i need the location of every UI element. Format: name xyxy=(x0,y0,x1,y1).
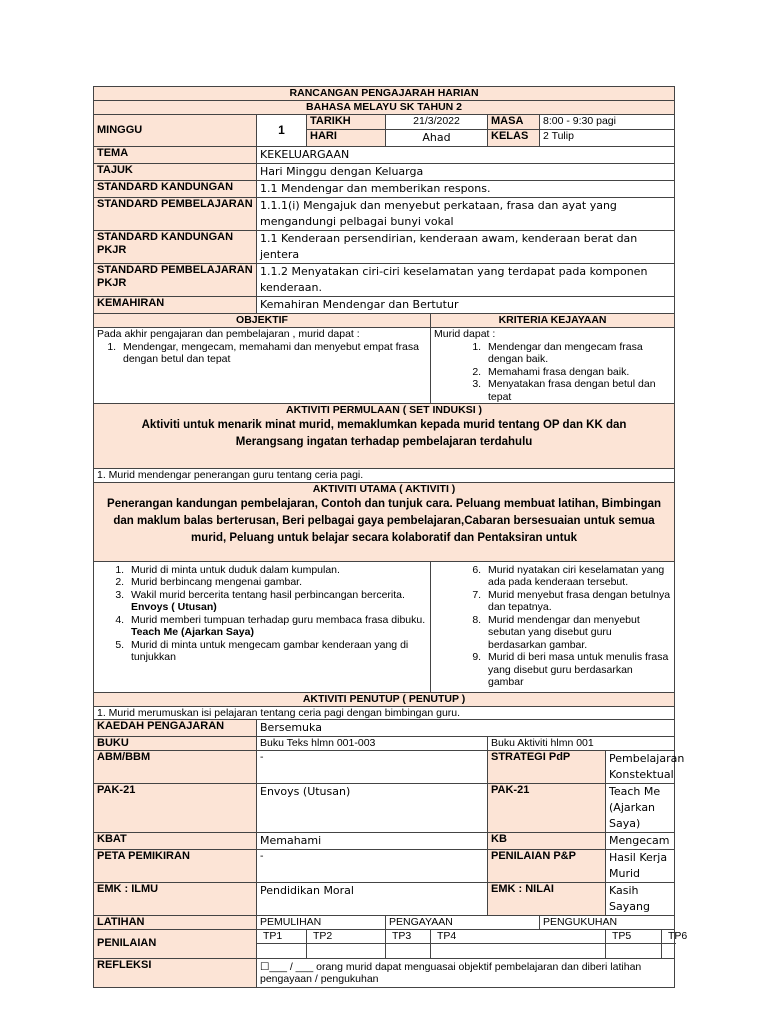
induksi-heading: AKTIVITI PERMULAAN ( SET INDUKSI ) xyxy=(286,404,483,416)
buku-aktiviti-value: Buku Aktiviti hlmn 001 xyxy=(488,737,675,751)
tp-cell: TP3 xyxy=(386,930,431,944)
induksi-description: Aktiviti untuk menarik minat murid, memaklumkan kepada murid tentang OP dan KK dan Merangsang ingatan terhadap pembelajaran terdahulu xyxy=(141,419,627,448)
tp-score-cell[interactable] xyxy=(431,943,606,958)
utama-step: 9. Murid di beri masa untuk menulis frasa yang disebut guru berdasarkan gambar xyxy=(484,651,671,689)
standard-kandungan-value: 1.1 Mendengar dan memberikan respons. xyxy=(257,181,675,198)
utama-block xyxy=(94,482,675,561)
tajuk-value: Hari Minggu dengan Keluarga xyxy=(257,164,675,181)
emk-ilmu-label: EMK : ILMU xyxy=(94,883,257,916)
penilaian-pp-value: Hasil Kerja Murid xyxy=(606,850,675,883)
tp-score-cell[interactable] xyxy=(257,943,307,958)
objektif-heading: OBJEKTIF xyxy=(94,314,431,328)
peta-label: PETA PEMIKIRAN xyxy=(94,850,257,883)
utama-left-cell xyxy=(94,561,431,692)
kelas-value: 2 Tulip xyxy=(540,130,675,147)
standard-kandungan-pkjr-value: 1.1 Kenderaan persendirian, kenderaan awam, kenderaan berat dan jentera xyxy=(257,231,675,264)
utama-step: 5. Murid di minta untuk mengecam gambar kenderaan yang di tunjukkan xyxy=(127,639,427,664)
pak21-value: Envoys (Utusan) xyxy=(257,784,488,833)
tarikh-value: 21/3/2022 xyxy=(386,115,488,130)
tarikh-label: TARIKH xyxy=(307,115,386,130)
utama-step: 3. Wakil murid bercerita tentang hasil perbincangan bercerita. Envoys ( Utusan) xyxy=(127,589,427,614)
kemahiran-value: Kemahiran Mendengar dan Bertutur xyxy=(257,297,675,314)
kaedah-value: Bersemuka xyxy=(257,720,675,737)
tajuk-label: TAJUK xyxy=(94,164,257,181)
utama-heading: AKTIVITI UTAMA ( AKTIVITI ) xyxy=(312,482,456,495)
tp-cell: TP6 xyxy=(662,930,675,944)
refleksi-value: ☐___ / ___ orang murid dapat menguasai objektif pembelajaran dan diberi latihan pengayaan / pengukuhan xyxy=(257,958,675,987)
tp-score-cell[interactable] xyxy=(606,943,662,958)
utama-description: Penerangan kandungan pembelajaran, Contoh dan tunjuk cara. Peluang membuat latihan, Bimbingan dan maklum balas berterusan, Beri pelbagai gaya pembelajaran,Cabaran bersesuaian untuk semua murid, Peluang untuk belajar secara kolaboratif dan Pentaksiran untuk xyxy=(107,497,662,544)
induksi-step: 1. Murid mendengar penerangan guru tentang ceria pagi. xyxy=(94,469,675,483)
utama-step: 4. Murid memberi tumpuan terhadap guru membaca frasa dibuku. Teach Me (Ajarkan Saya) xyxy=(127,614,427,639)
kelas-label: KELAS xyxy=(488,130,540,147)
kbat-label: KBAT xyxy=(94,833,257,850)
emk-nilai-label: EMK : NILAI xyxy=(488,883,606,916)
masa-value: 8:00 - 9:30 pagi xyxy=(540,115,675,130)
refleksi-label: REFLEKSI xyxy=(94,958,257,987)
objektif-item: 1. Mendengar, mengecam, memahami dan menyebut empat frasa dengan betul dan tepat xyxy=(119,341,427,366)
standard-pembelajaran-pkjr-label: STANDARD PEMBELAJARAN PKJR xyxy=(94,264,257,297)
tp-cell: TP5 xyxy=(606,930,662,944)
kriteria-intro: Murid dapat : xyxy=(434,328,496,340)
standard-pembelajaran-value: 1.1.1(i) Mengajuk dan menyebut perkataan, frasa dan ayat yang mengandungi pelbagai bunyi vokal xyxy=(257,198,675,231)
standard-kandungan-label: STANDARD KANDUNGAN xyxy=(94,181,257,198)
latihan-label: LATIHAN xyxy=(94,916,257,930)
minggu-label: MINGGU xyxy=(94,115,257,147)
minggu-value: 1 xyxy=(257,115,307,147)
pak21-label: PAK-21 xyxy=(94,784,257,833)
latihan-pemulihan: PEMULIHAN xyxy=(257,916,386,930)
tp-cell: TP4 xyxy=(431,930,606,944)
peta-value: - xyxy=(257,850,488,883)
buku-teks-value: Buku Teks hlmn 001-003 xyxy=(257,737,488,751)
utama-right-cell xyxy=(431,561,675,692)
penilaian-pp-label: PENILAIAN P&P xyxy=(488,850,606,883)
kaedah-label: KAEDAH PENGAJARAN xyxy=(94,720,257,737)
kbat-value: Memahami xyxy=(257,833,488,850)
kriteria-item: 3. Menyatakan frasa dengan betul dan tepat xyxy=(484,378,671,403)
penilaian-label: PENILAIAN xyxy=(94,930,257,959)
emk-ilmu-value: Pendidikan Moral xyxy=(257,883,488,916)
masa-label: MASA xyxy=(488,115,540,130)
kb-label: KB xyxy=(488,833,606,850)
strategi-value: Pembelajaran Konstektual xyxy=(606,751,675,784)
emk-nilai-value: Kasih Sayang xyxy=(606,883,675,916)
objektif-cell xyxy=(94,328,431,404)
pak21-strategy: Envoys ( Utusan) xyxy=(131,601,217,613)
utama-step: 6. Murid nyatakan ciri keselamatan yang ada pada kenderaan tersebut. xyxy=(484,564,671,589)
standard-pembelajaran-pkjr-value: 1.1.2 Menyatakan ciri-ciri keselamatan yang terdapat pada komponen kenderaan. xyxy=(257,264,675,297)
kriteria-item: 1. Mendengar dan mengecam frasa dengan baik. xyxy=(484,341,671,366)
latihan-pengukuhan: PENGUKUHAN xyxy=(540,916,675,930)
tema-value: KEKELUARGAAN xyxy=(257,147,675,164)
pak21-value-2: Teach Me (Ajarkan Saya) xyxy=(606,784,675,833)
tp-score-cell[interactable] xyxy=(662,943,675,958)
standard-pembelajaran-label: STANDARD PEMBELAJARAN xyxy=(94,198,257,231)
page-title: RANCANGAN PENGAJARAH HARIAN xyxy=(94,87,675,101)
utama-step: 2. Murid berbincang mengenai gambar. xyxy=(127,576,427,589)
kriteria-cell xyxy=(431,328,675,404)
buku-label: BUKU xyxy=(94,737,257,751)
hari-value: Ahad xyxy=(386,130,488,147)
hari-label: HARI xyxy=(307,130,386,147)
abm-label: ABM/BBM xyxy=(94,751,257,784)
kriteria-item: 2. Memahami frasa dengan baik. xyxy=(484,366,671,379)
utama-step: 8. Murid mendengar dan menyebut sebutan yang disebut guru berdasarkan gambar. xyxy=(484,614,671,652)
tp-score-cell[interactable] xyxy=(307,943,386,958)
pak21-strategy: Teach Me (Ajarkan Saya) xyxy=(131,626,254,638)
strategi-label: STRATEGI PdP xyxy=(488,751,606,784)
subject-title: BAHASA MELAYU SK TAHUN 2 xyxy=(94,101,675,115)
latihan-pengayaan: PENGAYAAN xyxy=(386,916,540,930)
tp-score-cell[interactable] xyxy=(386,943,431,958)
tp-cell: TP1 xyxy=(257,930,307,944)
kriteria-heading: KRITERIA KEJAYAAN xyxy=(431,314,675,328)
kb-value: Mengecam xyxy=(606,833,675,850)
tema-label: TEMA xyxy=(94,147,257,164)
abm-value: - xyxy=(257,751,488,784)
objektif-intro: Pada akhir pengajaran dan pembelajaran , murid dapat : xyxy=(97,328,360,340)
standard-kandungan-pkjr-label: STANDARD KANDUNGAN PKJR xyxy=(94,231,257,264)
kemahiran-label: KEMAHIRAN xyxy=(94,297,257,314)
utama-step: 1. Murid di minta untuk duduk dalam kumpulan. xyxy=(127,564,427,577)
penutup-heading: AKTIVITI PENUTUP ( PENUTUP ) xyxy=(94,692,675,706)
induksi-block xyxy=(94,404,675,469)
penutup-step: 1. Murid merumuskan isi pelajaran tentang ceria pagi dengan bimbingan guru. xyxy=(94,706,675,720)
pak21-label-2: PAK-21 xyxy=(488,784,606,833)
utama-step: 7. Murid menyebut frasa dengan betulnya dan tepatnya. xyxy=(484,589,671,614)
tp-cell: TP2 xyxy=(307,930,386,944)
lesson-plan-sheet xyxy=(93,86,688,988)
lesson-plan-table xyxy=(93,86,688,988)
